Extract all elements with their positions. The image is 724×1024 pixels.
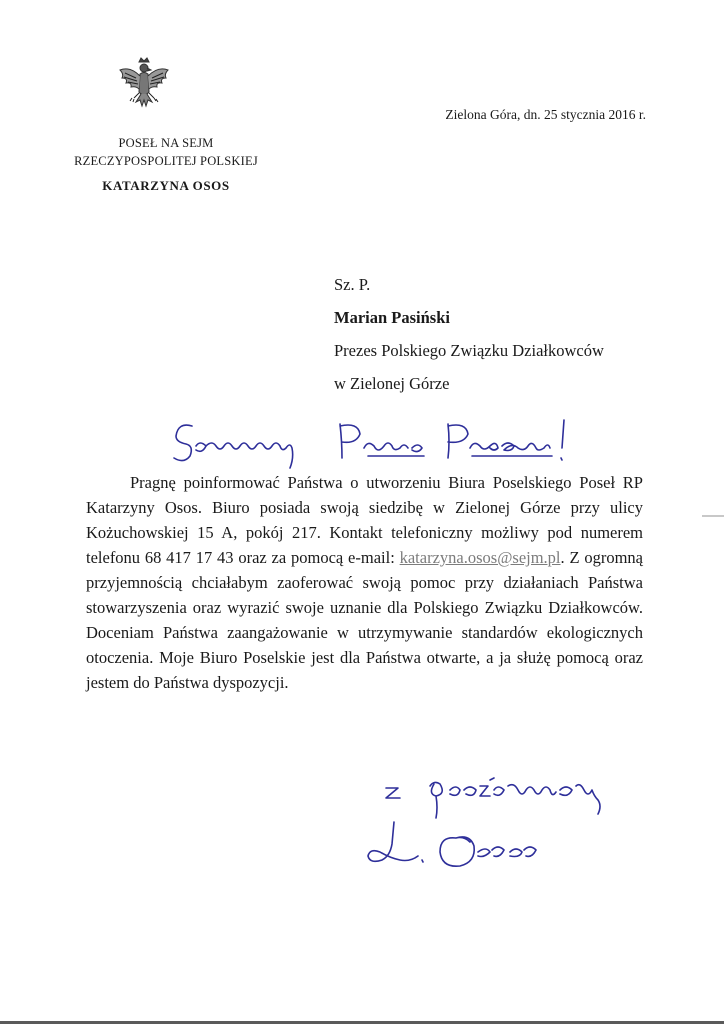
letter-date: Zielona Góra, dn. 25 stycznia 2016 r.: [445, 107, 646, 122]
handwritten-salutation: [172, 412, 592, 474]
recipient-title: Prezes Polskiego Związku Działkowców: [334, 341, 604, 360]
email-link[interactable]: katarzyna.osos@sejm.pl: [399, 548, 561, 567]
sender-title-line-1: POSEŁ NA SEJM: [118, 136, 214, 150]
recipient-block: [334, 274, 604, 406]
sender-name: KATARZYNA OSOS: [102, 178, 230, 193]
body-text-outro: . Z ogromną przyjemnością chciałabym zaoferować swoją pomoc przy działaniach Państwa stowarzyszenia oraz wyrazić swoje uznanie dla Polskiego Związku Działkowców. Doceniam Państwa zaangażowanie w utrzymywanie standardów ekologicznych otoczenia. Moje Biuro Poselskie jest dla Państwa otwarte, a ja służę pomocą oraz jestem do Państwa dyspozycji.: [86, 548, 644, 692]
sender-title-line-2: RZECZYPOSPOLITEJ POLSKIEJ: [74, 154, 258, 168]
body-text-intro: Pragnę poinformować Państwa o utworzeniu Biura Poselskiego Poseł RP Katarzyny Osos. Biuro posiada swoją siedzibę w Zielonej Górze przy ulicy Kożuchowskiej 15 A, pokój 217. Kontakt telefoniczny możliwy pod numerem telefonu 68 417 17 43 oraz za pomocą e-mail:: [86, 473, 643, 567]
polish-eagle-emblem-icon: [116, 56, 172, 114]
sender-header: [46, 134, 286, 194]
letter-body: [86, 470, 643, 695]
recipient-name: Marian Pasiński: [334, 308, 450, 327]
scan-artifact: [702, 515, 724, 517]
recipient-location: w Zielonej Górze: [334, 374, 450, 393]
handwritten-signature: [360, 816, 560, 876]
body-paragraph: [86, 470, 643, 695]
recipient-prefix: Sz. P.: [334, 275, 371, 294]
handwritten-closing: [380, 770, 640, 822]
